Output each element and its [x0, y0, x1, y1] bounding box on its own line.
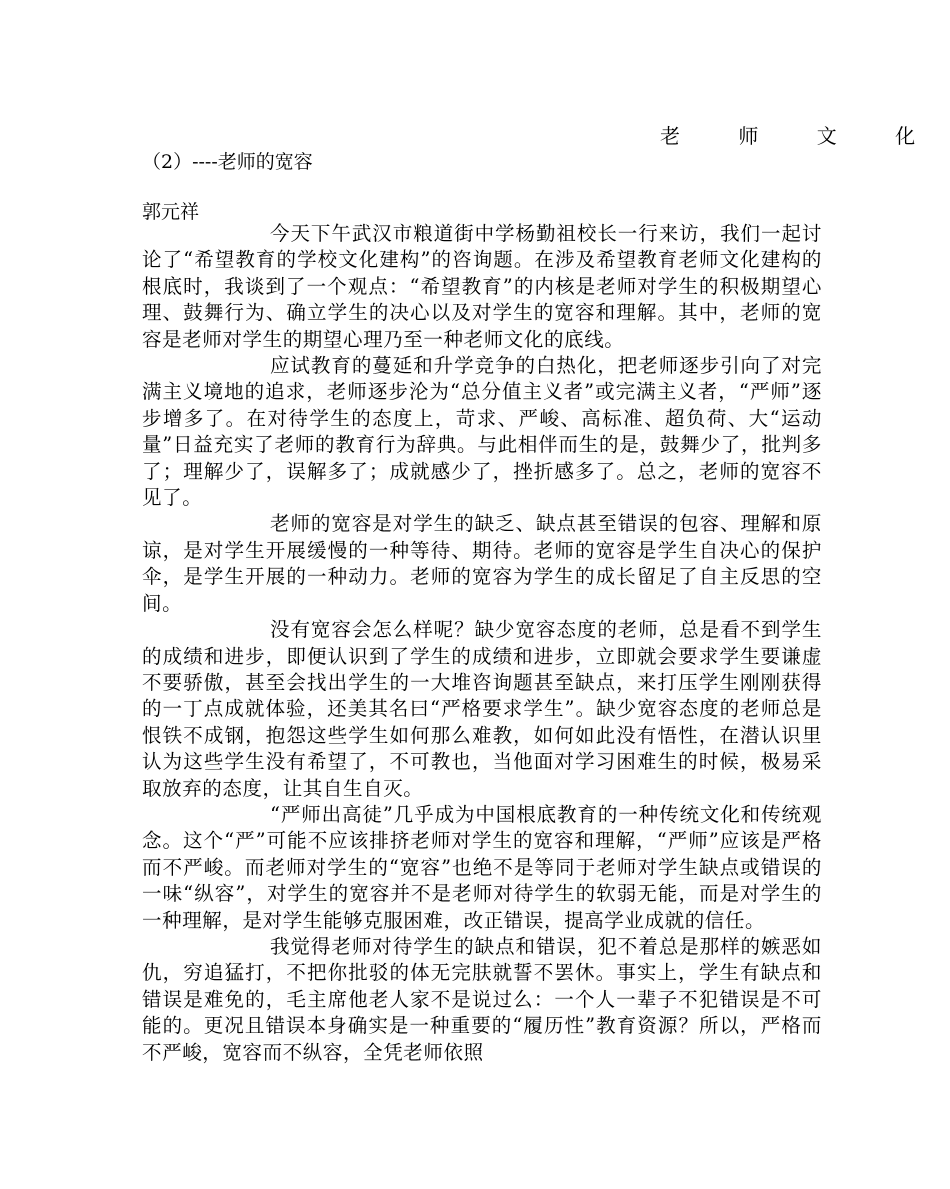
author-name: 郭元祥 — [142, 201, 200, 223]
paragraph-5: “严师出高徒”几乎成为中国根底教育的一种传统文化和传统观念。这个“严”可能不应该排挤老师对学生的宽容和理解，“严师”应该是严格而不严峻。而老师对学生的“宽容”也绝不是等同于老师对学生缺点或错误的一味“纵容”，对学生的宽容并不是老师对待学生的软弱无能，而是对学生的一种理解，是对学生能够克服困难，改正错误，提高学业成就的信任。 — [142, 802, 822, 932]
paragraph-3: 老师的宽容是对学生的缺乏、缺点甚至错误的包容、理解和原谅，是对学生开展缓慢的一种等待、期待。老师的宽容是学生自决心的保护伞，是学生开展的一种动力。老师的宽容为学生的成长留足了自主反思的空间。 — [142, 512, 822, 615]
document-title: 老 师 文 化 — [660, 124, 942, 148]
article-body — [142, 221, 822, 1066]
paragraph-6: 我觉得老师对待学生的缺点和错误，犯不着总是那样的嫉恶如仇，穷追猛打，不把你批驳的体无完肤就誓不罢休。事实上，学生有缺点和错误是难免的，毛主席他老人家不是说过么：一个人一辈子不犯错误是不可能的。更况且错误本身确实是一种重要的“履历性”教育资源？所以，严格而不严峻，宽容而不纵容，全凭老师依照 — [142, 934, 822, 1064]
paragraph-4: 没有宽容会怎么样呢？缺少宽容态度的老师，总是看不到学生的成绩和进步，即便认识到了学生的成绩和进步，立即就会要求学生要谦虚不要骄傲，甚至会找出学生的一大堆咨询题甚至缺点，来打压学生刚刚获得的一丁点成就体验，还美其名曰“严格要求学生”。缺少宽容态度的老师总是恨铁不成钢，抱怨这些学生如何那么难教，如何如此没有悟性，在潜认识里认为这些学生没有希望了，不可教也，当他面对学习困难生的时候，极易采取放弃的态度，让其自生自灭。 — [142, 618, 822, 800]
paragraph-2: 应试教育的蔓延和升学竞争的白热化，把老师逐步引向了对完满主义境地的追求，老师逐步沦为“总分值主义者”或完满主义者，“严师”逐步增多了。在对待学生的态度上，苛求、严峻、高标准、超负荷、大“运动量”日益充实了老师的教育行为辞典。与此相伴而生的是，鼓舞少了，批判多了；理解少了，误解多了；成就感少了，挫折感多了。总之，老师的宽容不见了。 — [142, 354, 822, 510]
paragraph-1: 今天下午武汉市粮道街中学杨勤祖校长一行来访，我们一起讨论了“希望教育的学校文化建构”的咨询题。在涉及希望教育老师文化建构的根底时，我谈到了一个观点：“希望教育”的内核是老师对学生的积极期望心理、鼓舞行为、确立学生的决心以及对学生的宽容和理解。其中，老师的宽容是老师对学生的期望心理乃至一种老师文化的底线。 — [142, 222, 822, 351]
document-subtitle: （2）----老师的宽容 — [142, 151, 313, 173]
